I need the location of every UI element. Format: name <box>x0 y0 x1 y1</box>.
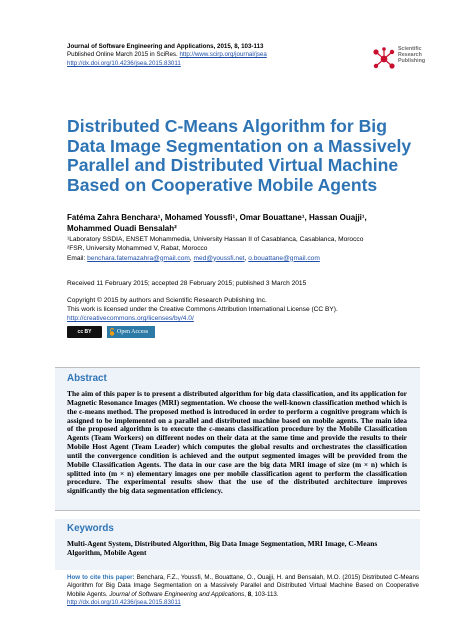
keywords-text: Multi-Agent System, Distributed Algorithm, Big Data Image Segmentation, MRI Image, C-Means Algorithm, Mobile Agent <box>67 539 378 557</box>
published-prefix: Published Online March 2015 in SciRes. <box>67 51 180 59</box>
email-separator-2: , <box>244 254 249 262</box>
affiliations <box>67 235 417 263</box>
author-list <box>67 212 417 234</box>
cite-text-2: , <box>244 590 248 598</box>
open-access-label: Open Access <box>117 329 149 335</box>
header-doi-link[interactable]: http://dx.doi.org/10.4236/jsea.2015.83011 <box>67 59 181 67</box>
cite-doi-link[interactable]: http://dx.doi.org/10.4236/jsea.2015.83011 <box>67 598 181 606</box>
journal-citation-line: Journal of Software Engineering and Applications, 2015, 8, 103-113 <box>67 43 264 50</box>
publisher-name-line3: Publishing <box>398 57 426 64</box>
open-access-badge[interactable] <box>107 326 155 338</box>
publication-dates: Received 11 February 2015; accepted 28 February 2015; published 3 March 2015 <box>67 280 307 287</box>
journal-url-link[interactable]: http://www.scirp.org/journal/jsea <box>179 51 267 59</box>
email-label: Email: <box>67 254 88 262</box>
abstract-section <box>55 367 420 511</box>
keywords-heading: Keywords <box>67 523 114 534</box>
molecule-logo-icon <box>371 47 397 71</box>
authors-line-1: Fatéma Zahra Benchara¹, Mohamed Youssfi¹, Omar Bouattane¹, Hassan Ouajji¹, <box>67 213 367 222</box>
open-lock-icon <box>109 328 115 336</box>
affiliation-2: ²FSR, University Mohammed V, Rabat, Morocco <box>67 245 208 253</box>
paper-title: Distributed C-Means Algorithm for Big Data Image Segmentation on a Massively Parallel and Distributed Virtual Machine Based on Cooperative Mobile Agents <box>67 116 412 195</box>
cite-text-1: Benchara, F.Z., Youssfi, M., Bouattane, O., Ouajji, H. and Bensalah, M.O. (2015) Distributed C-Means Algorithm for Big Data Image Segmentation on a Massively Parallel and Distributed Virtual Machine Based on Cooperative Mobile Agents. <box>67 574 419 598</box>
license-url-link[interactable]: http://creativecommons.org/licenses/by/4.0/ <box>67 315 194 322</box>
citation-block <box>67 574 419 607</box>
keywords-section <box>55 519 420 570</box>
abstract-heading: Abstract <box>67 373 107 384</box>
cite-text-3: , 103-113. <box>251 590 279 598</box>
journal-header <box>67 43 367 68</box>
email-line <box>67 254 417 263</box>
affiliation-1: ¹Laboratory SSDIA, ENSET Mohammedia, University Hassan II of Casablanca, Casablanca, Morocco <box>67 236 364 243</box>
copyright-line: Copyright © 2015 by authors and Scientific Research Publishing Inc. <box>67 297 267 304</box>
published-line <box>67 51 367 59</box>
abstract-text: The aim of this paper is to present a distributed algorithm for big data classification, and its application for Magnetic Resonance Images (MRI) segmentation. We choose the well-known classification method which is the c-means method. The proposed method is introduced in order to perform a cognitive program which is assigned to be implemented on a parallel and distributed machine based on mobile agents. The main idea of the proposed algorithm is to execute the c-means classification procedure by the Mobile Classification Agents (Team Workers) on different nodes on their data at the same time and provide the results to their Mobile Host Agent (Team Leader) which computes the global results and orchestrates the classification until the convergence condition is achieved and the output segmented images will be provided from the Mobile Classification Agents. The data in our case are the big data MRI image of size (m × n) which is splitted into (m × n) elementary images one per mobile classification agent to perform the classification procedure. The experimental results show that the use of the distributed architecture improves significantly the big data segmentation efficiency. <box>67 389 407 496</box>
email-link-2[interactable]: med@youssfi.net <box>193 254 245 262</box>
publisher-name-line1: Scientific <box>398 46 422 52</box>
publisher-name-line2: Research <box>398 51 422 58</box>
license-line: This work is licensed under the Creative Commons Attribution International License (CC BY). <box>67 306 338 313</box>
cc-by-badge[interactable]: cc BY <box>67 326 102 338</box>
authors-line-2: Mohammed Ouadi Bensalah² <box>67 224 177 233</box>
email-link-1[interactable]: benchara.fatemazahra@gmail.com <box>87 254 190 262</box>
cite-journal: Journal of Software Engineering and Applications <box>109 590 245 598</box>
publisher-logo <box>371 46 441 72</box>
copyright-notice <box>67 296 417 323</box>
email-separator-1: , <box>189 254 194 262</box>
email-link-3[interactable]: o.bouattane@gmail.com <box>248 254 320 262</box>
publisher-name <box>398 47 425 64</box>
cite-volume: 8 <box>247 590 252 598</box>
cite-lead: How to cite this paper: <box>67 574 135 581</box>
